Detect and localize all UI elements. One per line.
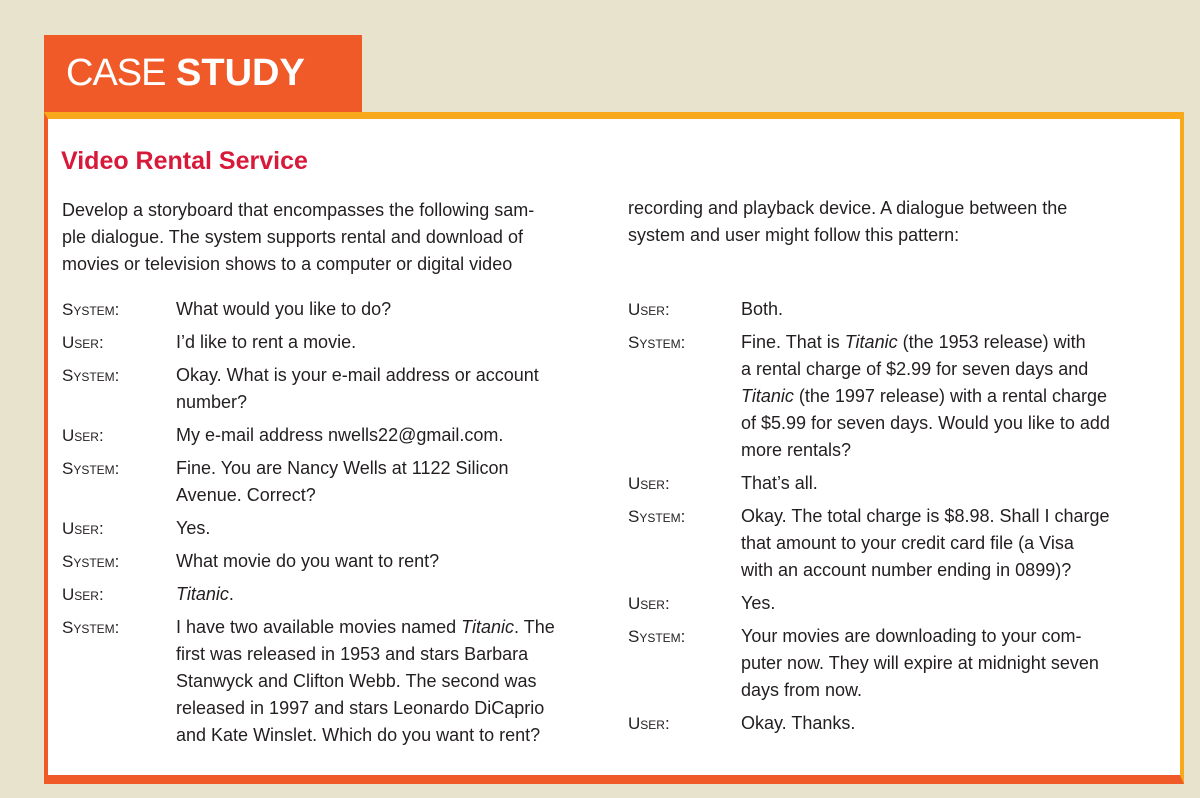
text-segment: My e-mail address nwells22@gmail.com.: [176, 425, 504, 445]
dialogue-turn: [62, 362, 612, 416]
speaker-label: System:: [62, 300, 120, 319]
italic-title: Titanic: [741, 386, 794, 406]
text-segment: Yes.: [741, 593, 776, 613]
dialogue-line: [176, 362, 612, 389]
text-segment: Your movies are downloading to your com-: [741, 626, 1082, 646]
dialogue-right-column: [628, 296, 1173, 743]
dialogue-text: [176, 548, 612, 575]
dialogue-line: [176, 515, 612, 542]
intro-line: Develop a storyboard that encompasses the following sam-: [62, 200, 535, 220]
dialogue-text: [741, 503, 1173, 584]
dialogue-line: [176, 389, 612, 416]
dialogue-line: [741, 503, 1173, 530]
dialogue-line: [741, 470, 1173, 497]
dialogue-line: [741, 530, 1173, 557]
speaker-label: User:: [628, 300, 670, 319]
dialogue-turn: [628, 623, 1173, 704]
text-segment: Okay. Thanks.: [741, 713, 856, 733]
text-segment: I have two available movies named: [176, 617, 462, 637]
dialogue-turn: [62, 548, 612, 575]
dialogue-turn: [628, 470, 1173, 497]
dialogue-line: [176, 455, 612, 482]
dialogue-turn: [62, 614, 612, 749]
speaker-label: User:: [62, 585, 104, 604]
dialogue-turn: [628, 329, 1173, 464]
speaker-label: User:: [628, 714, 670, 733]
text-segment: Okay. The total charge is $8.98. Shall I charge: [741, 506, 1110, 526]
speaker-label: System:: [62, 552, 120, 571]
dialogue-line: [741, 329, 1173, 356]
dialogue-turn: [628, 590, 1173, 617]
dialogue-line: [176, 296, 612, 323]
dialogue-turn: [628, 296, 1173, 323]
text-segment: I’d like to rent a movie.: [176, 332, 357, 352]
dialogue-line: [741, 410, 1173, 437]
text-segment: Avenue. Correct?: [176, 485, 316, 505]
text-segment: . The: [514, 617, 555, 637]
text-segment: a rental charge of $2.99 for seven days and: [741, 359, 1089, 379]
text-segment: that amount to your credit card file (a Visa: [741, 533, 1074, 553]
text-segment: and Kate Winslet. Which do you want to rent?: [176, 725, 541, 745]
intro-right: [628, 195, 1173, 249]
dialogue-text: [741, 710, 1173, 737]
text-segment: more rentals?: [741, 440, 852, 460]
speaker-label: User:: [62, 519, 104, 538]
dialogue-text: [741, 329, 1173, 464]
dialogue-line: [741, 383, 1173, 410]
dialogue-text: [176, 614, 612, 749]
dialogue-text: [176, 329, 612, 356]
intro-line: recording and playback device. A dialogue between the: [628, 198, 1068, 218]
tab-label-study: STUDY: [176, 52, 305, 94]
case-study-tab: [44, 35, 362, 112]
dialogue-line: [741, 296, 1173, 323]
speaker-label: User:: [62, 426, 104, 445]
dialogue-line: [741, 437, 1173, 464]
dialogue-text: [741, 590, 1173, 617]
text-segment: days from now.: [741, 680, 863, 700]
dialogue-line: [176, 548, 612, 575]
dialogue-turn: [62, 329, 612, 356]
speaker-label: System:: [628, 333, 686, 352]
dialogue-line: [176, 581, 612, 608]
text-segment: Stanwyck and Clifton Webb. The second was: [176, 671, 537, 691]
text-segment: What would you like to do?: [176, 299, 392, 319]
dialogue-text: [741, 623, 1173, 704]
dialogue-text: [176, 455, 612, 509]
dialogue-line: [176, 422, 612, 449]
text-segment: puter now. They will expire at midnight seven: [741, 653, 1099, 673]
dialogue-line: [176, 695, 612, 722]
dialogue-line: [741, 356, 1173, 383]
dialogue-text: [176, 362, 612, 416]
dialogue-turn: [628, 710, 1173, 737]
text-segment: That’s all.: [741, 473, 818, 493]
dialogue-text: [741, 296, 1173, 323]
text-segment: Fine. You are Nancy Wells at 1122 Silicon: [176, 458, 509, 478]
speaker-label: User:: [628, 474, 670, 493]
speaker-label: System:: [628, 507, 686, 526]
dialogue-line: [741, 590, 1173, 617]
italic-title: Titanic: [844, 332, 898, 352]
dialogue-line: [176, 329, 612, 356]
text-segment: (the 1953 release) with: [897, 332, 1086, 352]
intro-line: movies or television shows to a computer or digital video: [62, 254, 513, 274]
text-segment: (the 1997 release) with a rental charge: [793, 386, 1108, 406]
speaker-label: System:: [62, 366, 120, 385]
italic-title: Titanic: [176, 584, 229, 604]
dialogue-line: [176, 641, 612, 668]
text-segment: number?: [176, 392, 248, 412]
dialogue-turn: [62, 455, 612, 509]
speaker-label: System:: [628, 627, 686, 646]
text-segment: Yes.: [176, 518, 211, 538]
intro-left: [62, 197, 607, 278]
text-segment: Okay. What is your e-mail address or account: [176, 365, 539, 385]
dialogue-line: [176, 668, 612, 695]
speaker-label: User:: [62, 333, 104, 352]
speaker-label: System:: [62, 459, 120, 478]
text-segment: released in 1997 and stars Leonardo DiCaprio: [176, 698, 545, 718]
dialogue-line: [741, 710, 1173, 737]
dialogue-line: [741, 677, 1173, 704]
dialogue-turn: [628, 503, 1173, 584]
text-segment: Both.: [741, 299, 784, 319]
dialogue-turn: [62, 296, 612, 323]
dialogue-left-column: [62, 296, 612, 755]
dialogue-text: [176, 422, 612, 449]
dialogue-turn: [62, 515, 612, 542]
italic-title: Titanic: [461, 617, 515, 637]
text-segment: What movie do you want to rent?: [176, 551, 440, 571]
speaker-label: System:: [62, 618, 120, 637]
dialogue-line: [176, 614, 612, 641]
intro-line: system and user might follow this pattern:: [628, 225, 960, 245]
dialogue-turn: [62, 422, 612, 449]
text-segment: of $5.99 for seven days. Would you like to add: [741, 413, 1110, 433]
text-segment: with an account number ending in 0899)?: [741, 560, 1072, 580]
dialogue-line: [176, 482, 612, 509]
dialogue-line: [176, 722, 612, 749]
text-segment: Fine. That is: [741, 332, 845, 352]
text-segment: first was released in 1953 and stars Barbara: [176, 644, 529, 664]
dialogue-line: [741, 623, 1173, 650]
tab-label-case: CASE: [66, 52, 166, 94]
dialogue-text: [176, 296, 612, 323]
dialogue-line: [741, 650, 1173, 677]
dialogue-text: [176, 515, 612, 542]
intro-line: ple dialogue. The system supports rental and download of: [62, 227, 523, 247]
dialogue-turn: [62, 581, 612, 608]
dialogue-line: [741, 557, 1173, 584]
dialogue-text: [176, 581, 612, 608]
text-segment: .: [228, 584, 234, 604]
speaker-label: User:: [628, 594, 670, 613]
dialogue-text: [741, 470, 1173, 497]
case-study-title: Video Rental Service: [61, 147, 308, 175]
